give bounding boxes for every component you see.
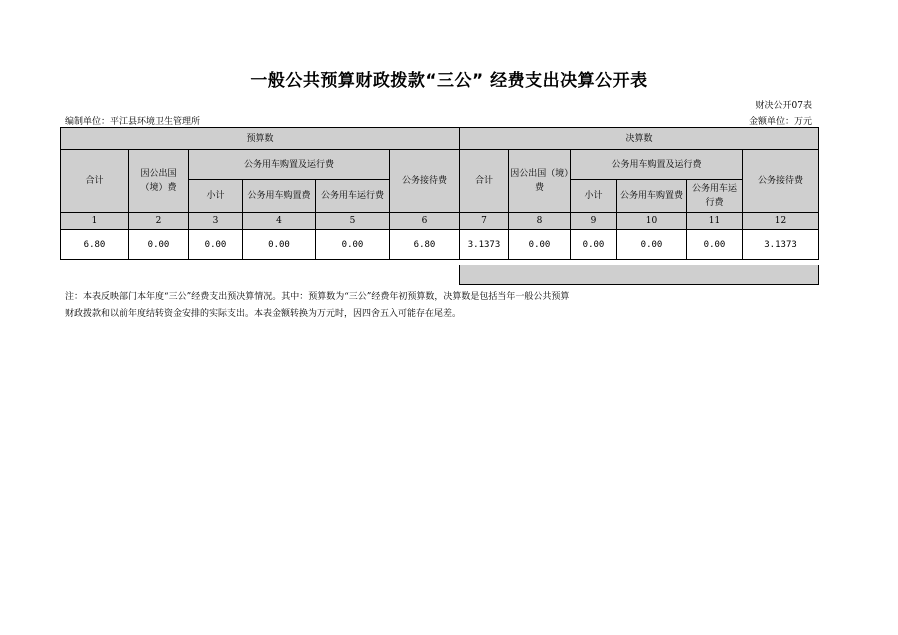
header-reception: 公务接待费 (743, 150, 819, 213)
column-number: 9 (571, 213, 617, 230)
value-cell: 3.1373 (460, 230, 509, 260)
value-cell: 6.80 (390, 230, 460, 260)
value-cell: 0.00 (617, 230, 687, 260)
column-number: 11 (687, 213, 743, 230)
column-number: 1 (61, 213, 129, 230)
table-row (61, 230, 819, 260)
three-public-expense-table (60, 127, 819, 260)
column-number: 12 (743, 213, 819, 230)
header-subtotal: 小计 (189, 180, 243, 213)
column-number: 2 (129, 213, 189, 230)
column-number: 4 (243, 213, 316, 230)
header-total: 合计 (460, 150, 509, 213)
value-cell: 6.80 (61, 230, 129, 260)
header-budget: 预算数 (61, 128, 460, 150)
header-total: 合计 (61, 150, 129, 213)
header-reception: 公务接待费 (390, 150, 460, 213)
page-title: 一般公共预算财政拨款“三公” 经费支出决算公开表 (250, 71, 648, 91)
value-cell: 0.00 (316, 230, 390, 260)
note-line: 财政拨款和以前年度结转资金安排的实际支出。本表金额转换为万元时，因四舍五入可能存在尾差。 (65, 309, 462, 319)
column-number: 6 (390, 213, 460, 230)
value-cell: 0.00 (509, 230, 571, 260)
form-number: 财决公开07表 (755, 101, 812, 111)
header-abroad: 因公出国（境）费 (509, 150, 571, 213)
header-subtotal: 小计 (571, 180, 617, 213)
table-note (65, 289, 645, 323)
header-operation: 公务用车运行费 (687, 180, 743, 213)
header-purchase: 公务用车购置费 (617, 180, 687, 213)
compiling-unit: 编制单位：平江县环境卫生管理所 (65, 117, 201, 127)
column-number: 10 (617, 213, 687, 230)
column-number: 7 (460, 213, 509, 230)
column-number: 8 (509, 213, 571, 230)
value-cell: 0.00 (189, 230, 243, 260)
note-line: 注：本表反映部门本年度“三公”经费支出预决算情况。其中：预算数为“三公”经费年初预算数，决算数是包括当年一般公共预算 (65, 292, 570, 302)
column-number: 3 (189, 213, 243, 230)
amount-unit: 金额单位：万元 (748, 117, 812, 127)
header-vehicle: 公务用车购置及运行费 (571, 150, 743, 180)
value-cell: 0.00 (571, 230, 617, 260)
header-vehicle: 公务用车购置及运行费 (189, 150, 390, 180)
value-cell: 0.00 (243, 230, 316, 260)
value-cell: 0.00 (129, 230, 189, 260)
header-final: 决算数 (460, 128, 819, 150)
column-number: 5 (316, 213, 390, 230)
value-cell: 0.00 (687, 230, 743, 260)
header-purchase: 公务用车购置费 (243, 180, 316, 213)
header-operation: 公务用车运行费 (316, 180, 390, 213)
shaded-footer-cell (459, 265, 819, 285)
header-abroad: 因公出国（境）费 (129, 150, 189, 213)
value-cell: 3.1373 (743, 230, 819, 260)
